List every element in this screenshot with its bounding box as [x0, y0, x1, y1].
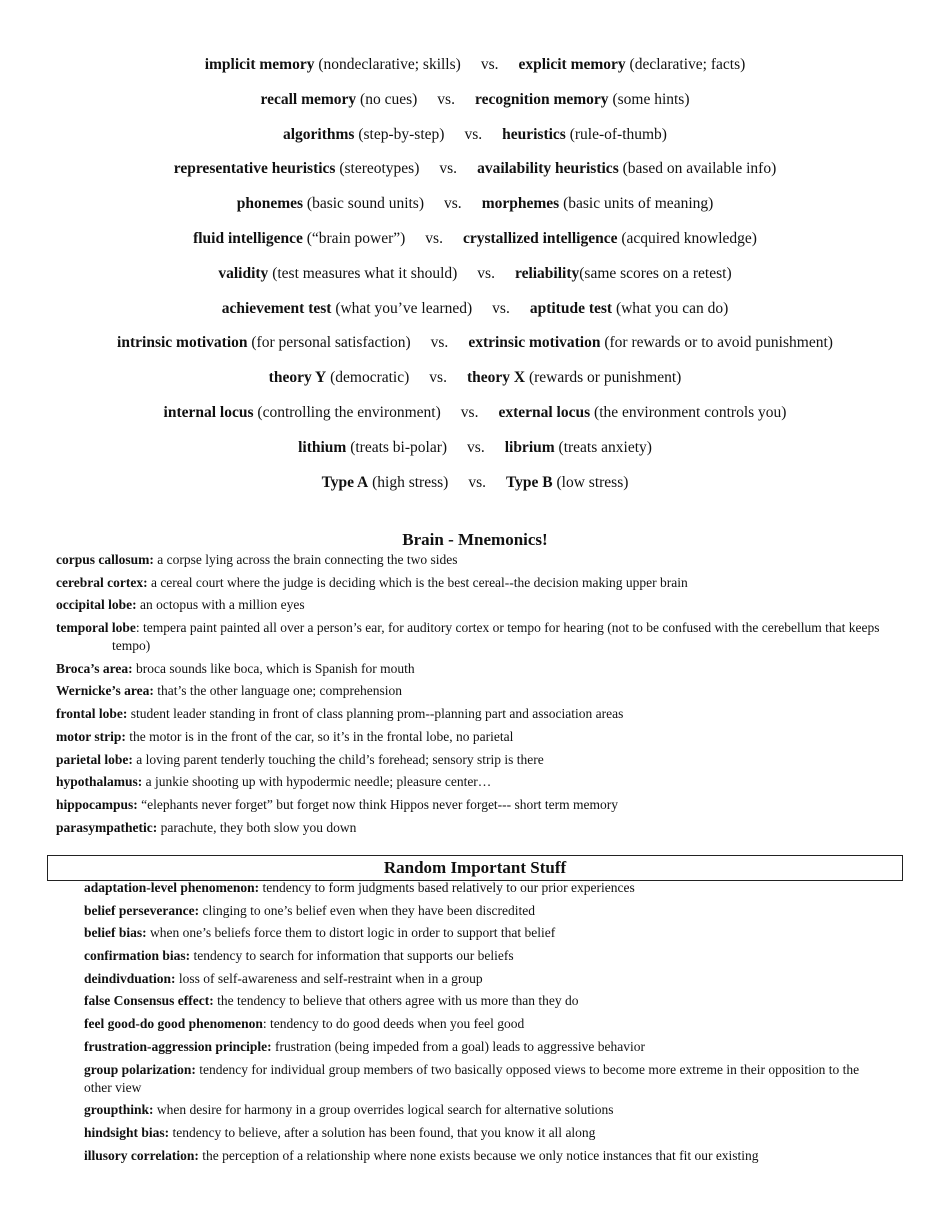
list-item [84, 1015, 884, 1033]
term: deindivduation: [84, 970, 176, 986]
brain-mnemonics-heading: Brain - Mnemonics! [402, 530, 548, 549]
vs-separator: vs. [430, 334, 449, 352]
definition: tendency to search for information that supports our beliefs [193, 948, 514, 964]
vs-separator: vs. [468, 473, 486, 491]
term: hypothalamus: [56, 774, 143, 790]
term-a: recall memory [260, 90, 357, 108]
desc-a: (basic sound units) [306, 195, 425, 213]
vs-separator: vs. [480, 56, 499, 73]
desc-a: (stereotypes) [339, 160, 420, 178]
vs-separator: vs. [460, 403, 479, 421]
comparison-row [0, 88, 950, 123]
term-b: availability heuristics [477, 160, 619, 178]
list-item [56, 796, 896, 814]
list-item [84, 1038, 884, 1056]
definition: an octopus with a million eyes [140, 597, 305, 613]
term: groupthink: [84, 1102, 154, 1118]
desc-b: (rule-of-thumb) [569, 125, 667, 143]
list-item [56, 751, 896, 769]
term: occipital lobe: [56, 597, 137, 613]
random-important-stuff-heading: Random Important Stuff [47, 855, 903, 881]
desc-a: (controlling the environment) [257, 403, 441, 421]
definition: “elephants never forget” but forget now think Hippos never forget--- short term memory [141, 796, 619, 812]
term-b: extrinsic motivation [468, 334, 601, 352]
list-item [84, 1147, 884, 1165]
comparison-row [0, 192, 950, 227]
desc-b: (declarative; facts) [629, 56, 746, 73]
list-item [56, 705, 896, 723]
desc-b: (some hints) [612, 90, 690, 108]
desc-b: (same scores on a retest) [579, 264, 732, 282]
term-b: heuristics [502, 125, 566, 143]
comparison-row [0, 331, 950, 366]
term: parietal lobe: [56, 751, 133, 767]
vs-separator: vs. [444, 195, 462, 213]
term: belief bias: [84, 925, 147, 941]
list-item [84, 1061, 884, 1097]
definition: loss of self-awareness and self-restraint when in a group [178, 970, 483, 986]
definition: parachute, they both slow you down [160, 819, 357, 835]
term: illusory correlation: [84, 1147, 199, 1163]
term-b: aptitude test [529, 299, 613, 317]
definition: the motor is in the front of the car, so it’s in the frontal lobe, no parietal [129, 728, 514, 744]
desc-b: (rewards or punishment) [528, 369, 682, 387]
term: confirmation bias: [84, 948, 191, 964]
vs-separator: vs. [429, 369, 447, 387]
comparison-row [0, 227, 950, 262]
comparison-row [0, 297, 950, 332]
list-item [84, 1101, 884, 1119]
term-a: algorithms [283, 125, 355, 143]
term: adaptation-level phenomenon: [84, 880, 260, 895]
vs-separator: vs. [437, 90, 455, 108]
list-item [56, 819, 896, 837]
term-b: morphemes [481, 195, 560, 213]
desc-b: (acquired knowledge) [621, 229, 757, 247]
list-item [84, 970, 884, 988]
list-item [56, 682, 896, 700]
definition: student leader standing in front of class planning prom--planning part and association areas [130, 706, 624, 722]
term: Broca’s area: [56, 660, 133, 676]
comparison-row [0, 401, 950, 436]
vs-separator: vs. [467, 438, 485, 456]
definition: : tendency to do good deeds when you feel good [262, 1016, 525, 1032]
list-item [56, 551, 896, 569]
brain-mnemonics-list [56, 551, 896, 842]
vs-separator: vs. [492, 299, 510, 317]
term-b: reliability [514, 264, 580, 282]
term-b: explicit memory [518, 56, 626, 73]
desc-b: (low stress) [556, 473, 629, 491]
term-a: lithium [298, 438, 347, 456]
term-a: implicit memory [204, 56, 315, 73]
term: frontal lobe: [56, 706, 128, 722]
term-a: Type A [321, 473, 369, 491]
definition: frustration (being impeded from a goal) leads to aggressive behavior [275, 1038, 646, 1054]
term-b: crystallized intelligence [462, 229, 618, 247]
term-a: phonemes [236, 195, 304, 213]
definition: a loving parent tenderly touching the child’s forehead; sensory strip is there [136, 751, 544, 767]
comparison-row [0, 471, 950, 506]
term-a: theory Y [268, 369, 327, 387]
list-item [56, 728, 896, 746]
desc-a: (test measures what it should) [272, 264, 458, 282]
vs-separator: vs. [425, 229, 443, 247]
desc-b: (what you can do) [615, 299, 729, 317]
comparison-list [0, 53, 950, 505]
term: group polarization: [84, 1061, 196, 1077]
comparison-row [0, 157, 950, 192]
list-item [84, 992, 884, 1010]
desc-a: (treats bi-polar) [350, 438, 448, 456]
term: hindsight bias: [84, 1124, 170, 1140]
term-b: Type B [505, 473, 553, 491]
term: temporal lobe [56, 620, 136, 636]
list-item [84, 924, 884, 942]
comparison-row [0, 262, 950, 297]
definition: tendency to believe, after a solution has been found, that you know it all along [172, 1124, 596, 1140]
comparison-row [0, 366, 950, 401]
definition: clinging to one’s belief even when they have been discredited [202, 902, 535, 918]
vs-separator: vs. [439, 160, 458, 178]
term-b: librium [504, 438, 555, 456]
term: belief perseverance: [84, 902, 200, 918]
desc-a: (“brain power”) [306, 229, 406, 247]
list-item [84, 879, 884, 897]
desc-a: (democratic) [330, 369, 410, 387]
list-item [56, 773, 896, 791]
term-a: fluid intelligence [193, 229, 303, 247]
definition: the tendency to believe that others agree with us more than they do [217, 993, 579, 1009]
term: feel good-do good phenomenon [84, 1016, 263, 1032]
list-item [56, 574, 896, 592]
desc-a: (what you’ve learned) [335, 299, 473, 317]
desc-a: (step-by-step) [358, 125, 445, 143]
list-item [84, 947, 884, 965]
comparison-row [0, 123, 950, 158]
desc-a: (high stress) [372, 473, 449, 491]
definition: a cereal court where the judge is deciding which is the best cereal--the decision making upper brain [150, 574, 688, 590]
definition: a junkie shooting up with hypodermic needle; pleasure center… [145, 774, 492, 790]
definition: tendency for individual group members of two basically opposed views to become more extreme in their opposition to the other view [84, 1061, 860, 1095]
term-a: achievement test [221, 299, 332, 317]
desc-b: (the environment controls you) [594, 403, 787, 421]
term: hippocampus: [56, 796, 138, 812]
definition: when desire for harmony in a group overrides logical search for alternative solutions [156, 1102, 614, 1118]
term-b: recognition memory [474, 90, 609, 108]
list-item [84, 902, 884, 920]
desc-b: (based on available info) [622, 160, 777, 178]
term: cerebral cortex: [56, 574, 148, 590]
term: Wernicke’s area: [56, 683, 154, 699]
desc-b: (treats anxiety) [558, 438, 652, 456]
vs-separator: vs. [464, 125, 483, 143]
definition: a corpse lying across the brain connecting the two sides [157, 552, 458, 567]
random-important-stuff-list [84, 879, 884, 1169]
list-item [56, 660, 896, 678]
list-item [84, 1124, 884, 1142]
definition: that’s the other language one; comprehension [157, 683, 403, 699]
comparison-row [0, 53, 950, 88]
desc-b: (basic units of meaning) [563, 195, 714, 213]
term: parasympathetic: [56, 819, 158, 835]
definition: when one’s beliefs force them to distort logic in order to support that belief [150, 925, 556, 941]
term-a: validity [218, 264, 269, 282]
term-a: intrinsic motivation [117, 334, 248, 352]
list-item [56, 596, 896, 614]
definition: the perception of a relationship where none exists because we only notice instances that fit our existing [202, 1147, 759, 1163]
term-b: external locus [498, 403, 591, 421]
term-b: theory X [466, 369, 526, 387]
definition: : tempera paint painted all over a person’s ear, for auditory cortex or tempo for hearing (not to be confused with the cerebellum that keeps tempo) [112, 620, 880, 654]
term: motor strip: [56, 728, 126, 744]
desc-b: (for rewards or to avoid punishment) [604, 334, 833, 352]
desc-a: (for personal satisfaction) [251, 334, 411, 352]
term: corpus callosum: [56, 552, 154, 567]
desc-a: (no cues) [360, 90, 418, 108]
definition: tendency to form judgments based relatively to our prior experiences [262, 880, 635, 895]
desc-a: (nondeclarative; skills) [318, 56, 461, 73]
term-a: internal locus [163, 403, 254, 421]
term: false Consensus effect: [84, 993, 214, 1009]
list-item [56, 619, 896, 655]
definition: broca sounds like boca, which is Spanish for mouth [135, 660, 415, 676]
vs-separator: vs. [477, 264, 495, 282]
term: frustration-aggression principle: [84, 1038, 272, 1054]
term-a: representative heuristics [173, 160, 336, 178]
comparison-row [0, 436, 950, 471]
